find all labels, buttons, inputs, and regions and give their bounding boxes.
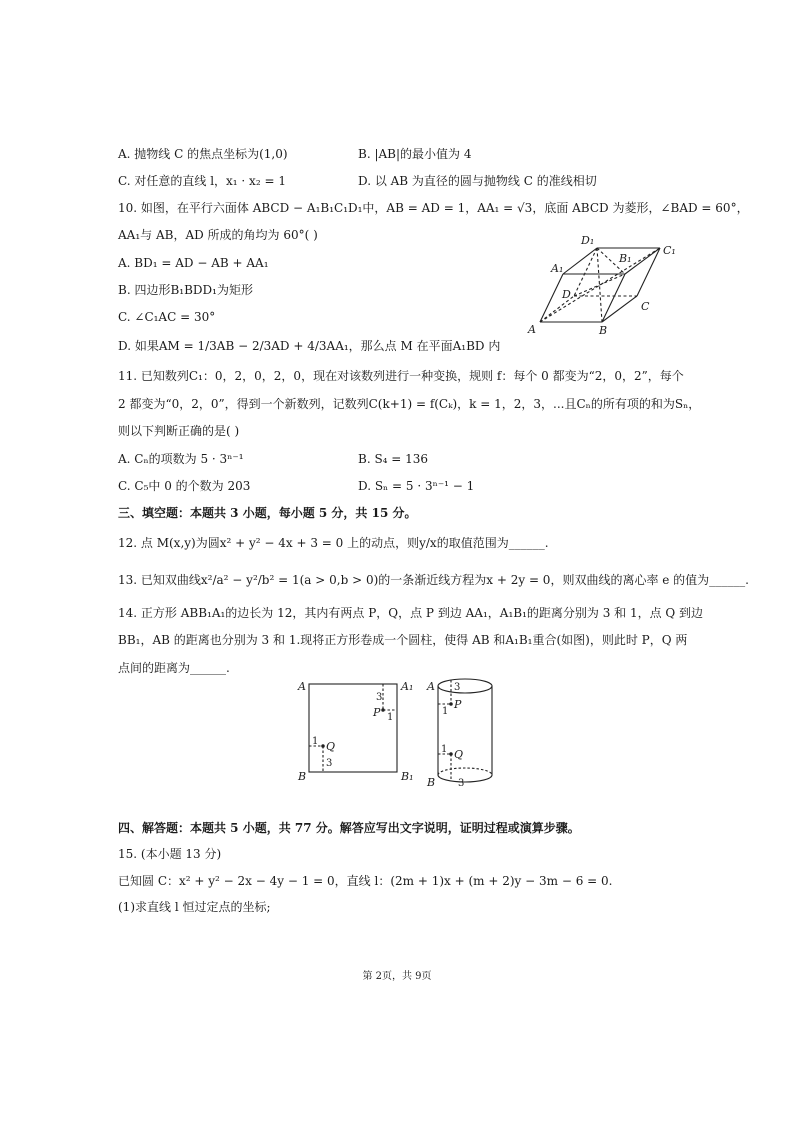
q11-stem-line1: 11. 已知数列C₁：0，2，0，2，0，现在对该数列进行一种变换，规则 f：每个 0 都变为“2，0，2”，每个 bbox=[118, 369, 684, 383]
q9-option-d: D. 以 AB 为直径的圆与抛物线 C 的准线相切 bbox=[358, 174, 597, 188]
q9-option-a: A. 抛物线 C 的焦点坐标为(1,0) bbox=[118, 147, 288, 161]
section3-heading: 三、填空题：本题共 3 小题，每小题 5 分，共 15 分。 bbox=[118, 506, 417, 520]
cyl-label-q: Q bbox=[454, 748, 464, 761]
cyl-label-b: B bbox=[427, 776, 436, 789]
q11-option-c: C. C₅中 0 的个数为 203 bbox=[118, 479, 251, 493]
cyl-dim-p-1: 1 bbox=[442, 706, 449, 717]
section4-heading: 四、解答题：本题共 5 小题，共 77 分。解答应写出文字说明，证明过程或演算步骤。 bbox=[118, 821, 580, 835]
q15-part1: (1)求直线 l 恒过定点的坐标; bbox=[118, 900, 271, 914]
q9-option-c: C. 对任意的直线 l，x₁ · x₂ = 1 bbox=[118, 174, 286, 188]
parallelepiped-figure bbox=[525, 232, 685, 342]
cyl-dim-q-3: 3 bbox=[458, 778, 465, 789]
sq-dim-p-1: 1 bbox=[387, 712, 394, 723]
sq-label-p: P bbox=[373, 706, 381, 719]
sq-label-b1: B₁ bbox=[401, 770, 414, 783]
cyl-label-a: A bbox=[427, 680, 435, 693]
q15-title: 15. (本小题 13 分) bbox=[118, 847, 222, 861]
sq-dim-q-1: 1 bbox=[312, 736, 319, 747]
q11-option-d: D. Sₙ = 5 · 3ⁿ⁻¹ − 1 bbox=[358, 479, 475, 493]
q11-option-a: A. Cₙ的项数为 5 · 3ⁿ⁻¹ bbox=[118, 452, 244, 466]
q10-option-a: A. BD₁ = AD − AB + AA₁ bbox=[118, 256, 269, 270]
q10-option-d: D. 如果AM = 1/3AB − 2/3AD + 4/3AA₁，那么点 M 在平面A₁BD 内 bbox=[118, 339, 501, 353]
q10-option-c: C. ∠C₁AC = 30° bbox=[118, 310, 216, 324]
sq-dim-p-3: 3 bbox=[376, 692, 383, 703]
cyl-dim-p-3: 3 bbox=[454, 682, 461, 693]
label-c1: C₁ bbox=[663, 244, 676, 257]
q15-stem: 已知圆 C：x² + y² − 2x − 4y − 1 = 0，直线 l：(2m + 1)x + (m + 2)y − 3m − 6 = 0. bbox=[118, 874, 613, 888]
sq-label-a1: A₁ bbox=[401, 680, 414, 693]
page-footer: 第 2页，共 9页 bbox=[362, 971, 432, 982]
label-b: B bbox=[599, 324, 608, 337]
q10-option-b: B. 四边形B₁BDD₁为矩形 bbox=[118, 283, 253, 297]
label-b1: B₁ bbox=[619, 252, 632, 265]
q14-line3: 点间的距离为______. bbox=[118, 661, 230, 675]
q12-text: 12. 点 M(x,y)为圆x² + y² − 4x + 3 = 0 上的动点，则y/x的取值范围为______. bbox=[118, 536, 549, 550]
sq-dim-q-3: 3 bbox=[326, 758, 333, 769]
q14-line1: 14. 正方形 ABB₁A₁的边长为 12，其内有两点 P，Q，点 P 到边 AA₁，A₁B₁的距离分别为 3 和 1，点 Q 到边 bbox=[118, 606, 704, 620]
q11-option-b: B. S₄ = 136 bbox=[358, 452, 429, 466]
q11-stem-line3: 则以下判断正确的是( ) bbox=[118, 424, 240, 438]
label-d: D bbox=[562, 288, 571, 301]
q13-text: 13. 已知双曲线x²/a² − y²/b² = 1(a > 0,b > 0)的一条渐近线方程为x + 2y = 0，则双曲线的离心率 e 的值为______. bbox=[118, 573, 749, 587]
sq-label-q: Q bbox=[326, 740, 336, 753]
cyl-label-p: P bbox=[454, 698, 462, 711]
label-c: C bbox=[641, 300, 650, 313]
q14-line2: BB₁，AB 的距离也分别为 3 和 1.现将正方形卷成一个圆柱，使得 AB 和A₁B₁重合(如图)，则此时 P，Q 两 bbox=[118, 633, 688, 647]
square-figure bbox=[295, 676, 415, 786]
label-a1: A₁ bbox=[551, 262, 564, 275]
label-a: A bbox=[528, 323, 536, 336]
label-d1: D₁ bbox=[581, 234, 595, 247]
cyl-dim-q-1: 1 bbox=[441, 744, 448, 755]
q10-stem-line2: AA₁与 AB，AD 所成的角均为 60°( ) bbox=[118, 228, 318, 242]
sq-label-b: B bbox=[298, 770, 307, 783]
sq-label-a: A bbox=[298, 680, 306, 693]
q10-stem-line1: 10. 如图，在平行六面体 ABCD − A₁B₁C₁D₁中，AB = AD = 1，AA₁ = √3，底面 ABCD 为菱形，∠BAD = 60°， bbox=[118, 201, 749, 215]
q9-option-b: B. |AB|的最小值为 4 bbox=[358, 147, 472, 161]
cylinder-figure bbox=[425, 676, 505, 791]
q11-stem-line2: 2 都变为“0，2，0”，得到一个新数列，记数列C(k+1) = f(Cₖ)，k = 1，2，3，...且Cₙ的所有项的和为Sₙ， bbox=[118, 397, 701, 411]
